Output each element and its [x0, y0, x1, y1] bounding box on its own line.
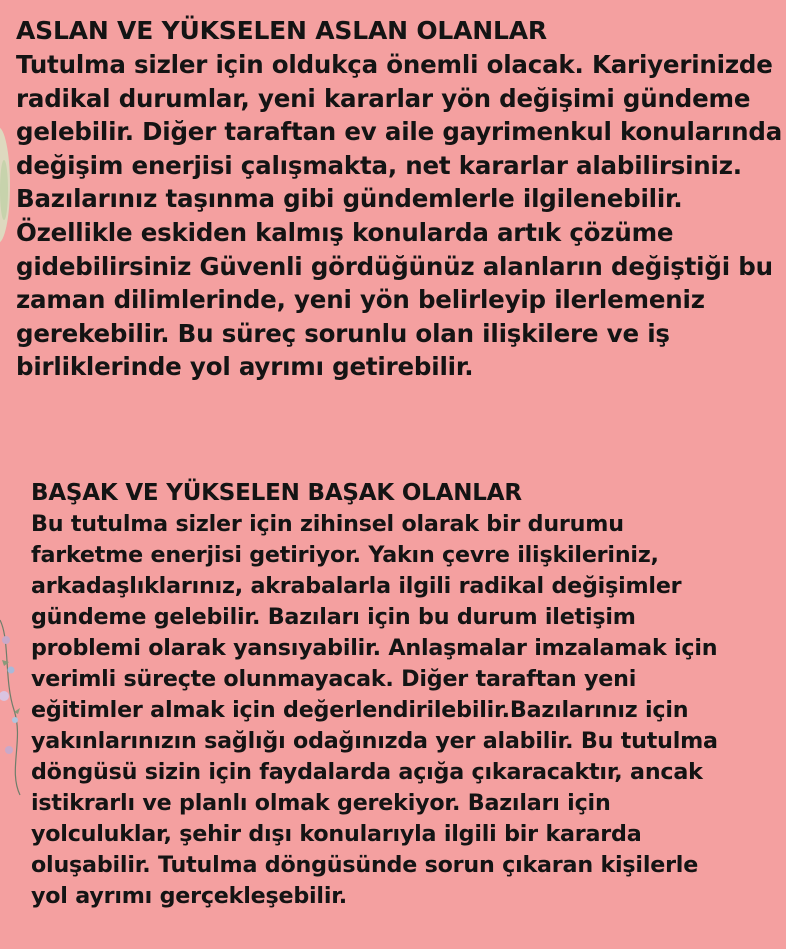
body-line: Bazılarınız taşınma gibi gündemlerle ilgilenebilir.	[16, 184, 683, 214]
body-line: verimli süreçte olunmayacak. Diğer taraftan yeni	[31, 666, 637, 692]
body-line: arkadaşlıklarınız, akrabalarla ilgili radikal değişimler	[31, 573, 682, 599]
body-line: yakınlarınızın sağlığı odağınızda yer alabilir. Bu tutulma	[31, 728, 718, 754]
body-line: değişim enerjisi çalışmakta, net kararlar alabilirsiniz.	[16, 150, 742, 180]
section-basak	[31, 478, 776, 912]
body-line: döngüsü sizin için faydalarda açığa çıkaracaktır, ancak	[31, 759, 703, 785]
body-line: yolculuklar, şehir dışı konularıyla ilgili bir kararda	[31, 821, 642, 847]
body-line: gelebilir. Diğer taraftan ev aile gayrimenkul konularında	[16, 117, 783, 147]
section-aslan	[16, 14, 783, 384]
body-line: problemi olarak yansıyabilir. Anlaşmalar imzalamak için	[31, 635, 718, 661]
body-line: Özellikle eskiden kalmış konularda artık çözüme	[16, 217, 674, 247]
section-body	[16, 48, 783, 384]
body-line: gündeme gelebilir. Bazıları için bu durum iletişim	[31, 604, 636, 630]
floral-decoration-bottom	[0, 600, 34, 800]
section-body	[31, 509, 776, 912]
body-line: yol ayrımı gerçekleşebilir.	[31, 883, 348, 909]
section-heading: ASLAN VE YÜKSELEN ASLAN OLANLAR	[16, 16, 547, 45]
body-line: istikrarlı ve planlı olmak gerekiyor. Bazıları için	[31, 790, 611, 816]
body-line: gerekebilir. Bu süreç sorunlu olan ilişkilere ve iş	[16, 318, 670, 348]
body-line: gidebilirsiniz Güvenli gördüğünüz alanların değiştiği bu	[16, 251, 773, 281]
body-line: radikal durumlar, yeni kararlar yön değişimi gündeme	[16, 83, 751, 113]
body-line: Bu tutulma sizler için zihinsel olarak bir durumu	[31, 511, 624, 537]
body-line: oluşabilir. Tutulma döngüsünde sorun çıkaran kişilerle	[31, 852, 699, 878]
body-line: farketme enerjisi getiriyor. Yakın çevre ilişkileriniz,	[31, 542, 659, 568]
body-line: zaman dilimlerinde, yeni yön belirleyip ilerlemeniz	[16, 285, 705, 315]
body-line: eğitimler almak için değerlendirilebilir.Bazılarınız için	[31, 697, 689, 723]
section-heading: BAŞAK VE YÜKSELEN BAŞAK OLANLAR	[31, 480, 522, 506]
body-line: Tutulma sizler için oldukça önemli olacak. Kariyerinizde	[16, 50, 773, 79]
body-line: birliklerinde yol ayrımı getirebilir.	[16, 352, 474, 382]
